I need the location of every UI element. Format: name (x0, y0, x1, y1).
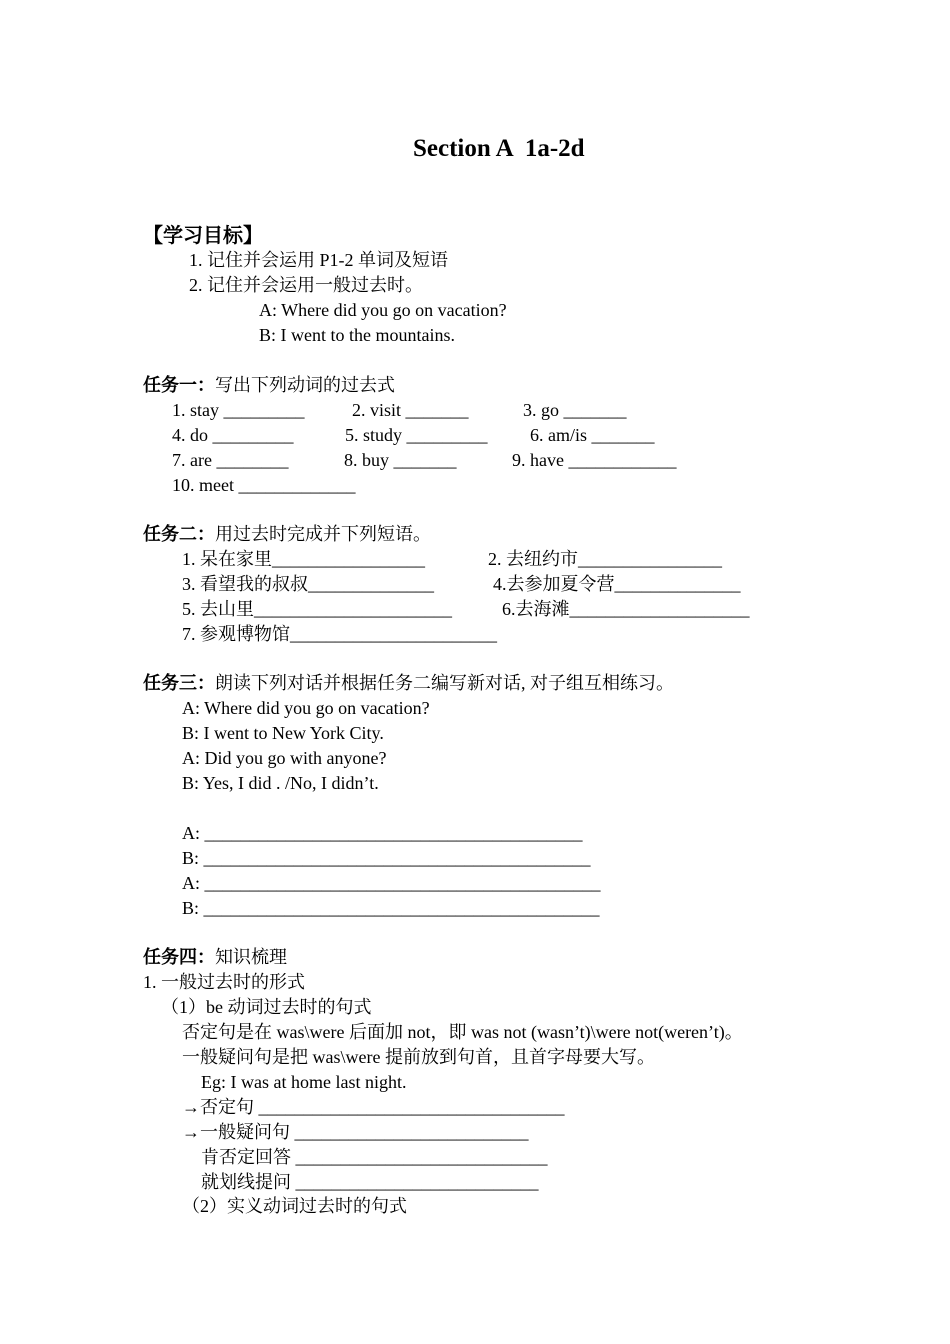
task3-text: 朗读下列对话并根据任务二编写新对话, 对子组互相练习。 (215, 673, 674, 693)
dialogue-line: B: I went to New York City. (182, 723, 384, 743)
task2-blank[interactable]: 7. 参观博物馆_______________________ (182, 624, 497, 644)
task2-text: 用过去时完成并下列短语。 (215, 524, 431, 544)
task1-text: 写出下列动词的过去式 (215, 375, 395, 395)
task2-blank[interactable]: 5. 去山里______________________ (182, 599, 452, 619)
task4-line: 一般疑问句是把 was\were 提前放到句首，且首字母要大写。 (182, 1047, 655, 1067)
dialogue-blank[interactable]: B: ___________________________________________ (182, 848, 591, 868)
task1-blank[interactable]: 5. study _________ (345, 425, 488, 445)
task1-blank[interactable]: 1. stay _________ (172, 400, 305, 420)
task2-blank[interactable]: 2. 去纽约市________________ (488, 549, 722, 569)
task1-blank[interactable]: 6. am/is _______ (530, 425, 655, 445)
task1-heading (143, 373, 395, 398)
dialogue-blank[interactable]: A: ____________________________________________ (182, 873, 601, 893)
page-title: Section A 1a-2d (413, 135, 585, 162)
dialogue-blank[interactable]: B: ____________________________________________ (182, 898, 600, 918)
task1-blank[interactable]: 10. meet _____________ (172, 475, 356, 495)
dialogue-line: A: Did you go with anyone? (182, 748, 387, 768)
task4-blank[interactable]: →否定句 __________________________________ (182, 1097, 565, 1117)
objective-example: B: I went to the mountains. (259, 325, 455, 345)
task4-blank[interactable]: 肯否定回答 ____________________________ (201, 1147, 548, 1167)
task1-blank[interactable]: 4. do _________ (172, 425, 294, 445)
task4-line: （2）实义动词过去时的句式 (182, 1196, 407, 1216)
task2-label: 任务二： (143, 524, 215, 544)
objective-item: 1. 记住并会运用 P1-2 单词及短语 (189, 250, 449, 270)
task1-blank[interactable]: 9. have ____________ (512, 450, 677, 470)
task4-line: （1）be 动词过去时的句式 (161, 997, 372, 1017)
dialogue-line: A: Where did you go on vacation? (182, 698, 430, 718)
task2-heading (143, 522, 431, 547)
task3-label: 任务三： (143, 673, 215, 693)
task4-line: Eg: I was at home last night. (201, 1072, 407, 1092)
task4-blank[interactable]: 就划线提问 ___________________________ (201, 1172, 539, 1192)
task1-blank[interactable]: 7. are ________ (172, 450, 289, 470)
task1-blank[interactable]: 3. go _______ (523, 400, 627, 420)
task1-blank[interactable]: 8. buy _______ (344, 450, 457, 470)
dialogue-blank[interactable]: A: __________________________________________ (182, 823, 583, 843)
objectives-heading: 【学习目标】 (143, 225, 263, 247)
task4-heading (143, 945, 287, 970)
task2-blank[interactable]: 4.去参加夏令营______________ (493, 574, 741, 594)
objective-example: A: Where did you go on vacation? (259, 300, 507, 320)
task2-blank[interactable]: 6.去海滩____________________ (502, 599, 750, 619)
task1-label: 任务一： (143, 375, 215, 395)
task4-line: 1. 一般过去时的形式 (143, 972, 305, 992)
task4-line: 否定句是在 was\were 后面加 not，即 was not (wasn’t)\were not(weren’t)。 (182, 1022, 743, 1042)
task3-heading (143, 671, 674, 696)
task2-blank[interactable]: 3. 看望我的叔叔______________ (182, 574, 434, 594)
task2-blank[interactable]: 1. 呆在家里_________________ (182, 549, 425, 569)
task1-blank[interactable]: 2. visit _______ (352, 400, 469, 420)
dialogue-line: B: Yes, I did . /No, I didn’t. (182, 773, 379, 793)
task4-text: 知识梳理 (215, 947, 287, 967)
task4-label: 任务四： (143, 947, 215, 967)
task4-blank[interactable]: →一般疑问句 __________________________ (182, 1122, 529, 1142)
objective-item: 2. 记住并会运用一般过去时。 (189, 275, 423, 295)
